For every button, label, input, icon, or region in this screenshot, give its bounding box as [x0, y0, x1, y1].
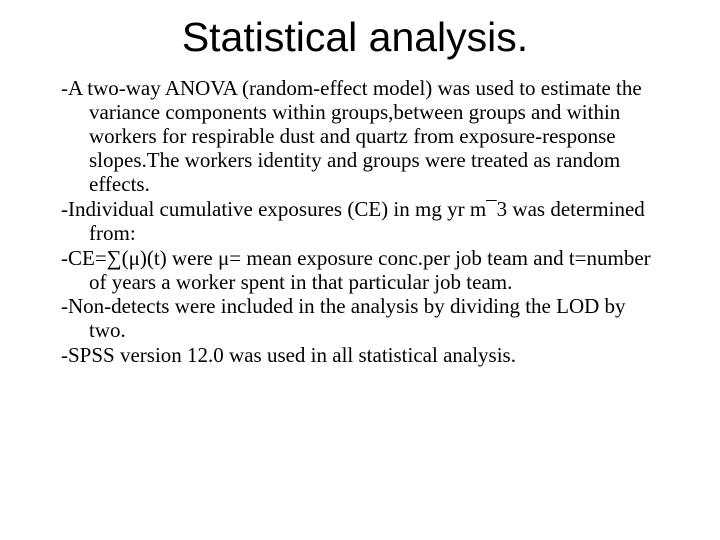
bullet-non-detects: -Non-detects were included in the analysis by dividing the LOD by two.: [61, 294, 626, 343]
bullet-spss: -SPSS version 12.0 was used in all statistical analysis.: [61, 343, 516, 368]
bullet-ce-formula: -CE=∑(μ)(t) were μ= mean exposure conc.per job team and t=number of years a worker spent in that particular job team.: [61, 245, 651, 294]
slide-title: Statistical analysis.: [181, 14, 529, 60]
bullet-anova: -A two-way ANOVA (random-effect model) was used to estimate the variance components within groups,between groups and within workers for respirable dust and quartz from exposure-response slopes.The workers identity and groups were treated as random effects.: [61, 76, 642, 196]
bullet-cumulative-exposure: -Individual cumulative exposures (CE) in mg yr m¯3 was determined from:: [61, 196, 645, 245]
bullet-list: [61, 76, 661, 368]
